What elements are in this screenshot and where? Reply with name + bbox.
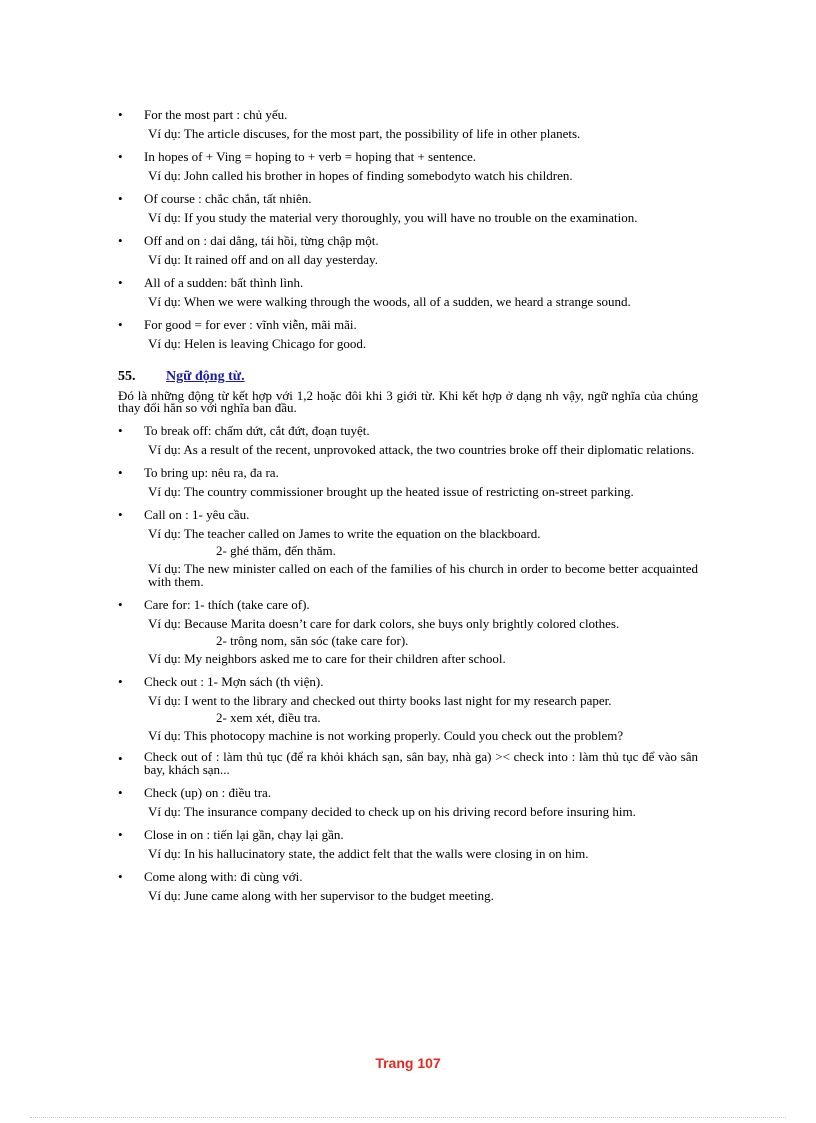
section-number: 55. <box>118 369 136 384</box>
item-term: All of a sudden: bất thình lình. <box>144 275 304 290</box>
item-term: Care for: 1- thích (take care of). <box>144 597 310 612</box>
bullet-icon: • <box>118 191 123 206</box>
item-sense: 2- ghé thăm, đến thăm. <box>216 543 336 558</box>
bullet-icon: • <box>118 507 123 522</box>
list-item <box>118 464 698 498</box>
section-title-link[interactable]: Ngữ động từ. <box>166 369 245 384</box>
item-sense: 2- trông nom, săn sóc (take care for). <box>216 633 409 648</box>
page-number: Trang 107 <box>375 1055 441 1071</box>
bullet-icon: • <box>118 275 123 290</box>
item-term: Call on : 1- yêu cầu. <box>144 507 250 522</box>
item-example: Ví dụ: In his hallucinatory state, the addict felt that the walls were closing in on him. <box>148 846 589 861</box>
item-example: Ví dụ: I went to the library and checked out thirty books last night for my research paper. <box>148 693 612 708</box>
item-example: Ví dụ: This photocopy machine is not working properly. Could you check out the problem? <box>148 728 624 743</box>
list-item <box>118 784 698 818</box>
bullet-icon: • <box>118 149 123 164</box>
section-intro: Đó là những động từ kết hợp với 1,2 hoặc đôi khi 3 giới từ. Khi kết hợp ở dạng nh vậy, ngữ nghĩa của chúng thay đổi hẳn so với nghĩa ban đầu. <box>118 388 698 415</box>
bullet-icon: • <box>118 465 123 480</box>
item-example: Ví dụ: The article discuses, for the most part, the possibility of life in other planets. <box>148 126 581 141</box>
bullet-icon: • <box>118 423 123 438</box>
item-term: To break off: chấm dứt, cắt đứt, đoạn tuyệt. <box>144 423 370 438</box>
list-item <box>118 506 698 588</box>
list-item <box>118 106 698 140</box>
bullet-icon: • <box>118 107 123 122</box>
item-example: Ví dụ: John called his brother in hopes of finding somebodyto watch his children. <box>148 168 573 183</box>
item-example: Ví dụ: When we were walking through the woods, all of a sudden, we heard a strange sound. <box>148 294 631 309</box>
item-term: In hopes of + Ving = hoping to + verb = hoping that + sentence. <box>144 149 477 164</box>
bullet-icon: • <box>118 233 123 248</box>
list-item <box>118 422 698 456</box>
page-content <box>118 106 698 902</box>
item-term: To bring up: nêu ra, đa ra. <box>144 465 279 480</box>
list-item <box>118 673 698 742</box>
item-term: Come along with: đi cùng với. <box>144 869 303 884</box>
item-term: Check (up) on : điều tra. <box>144 785 272 800</box>
bullet-icon: • <box>118 317 123 332</box>
item-example: Ví dụ: The teacher called on James to write the equation on the blackboard. <box>148 526 541 541</box>
bullet-icon: • <box>118 597 123 612</box>
item-example: Ví dụ: It rained off and on all day yesterday. <box>148 252 378 267</box>
item-term: Of course : chắc chắn, tất nhiên. <box>144 191 312 206</box>
list-item <box>118 826 698 860</box>
item-example: Ví dụ: The insurance company decided to check up on his driving record before insuring him. <box>148 804 636 819</box>
bullet-icon: • <box>118 751 123 766</box>
list-item <box>118 190 698 224</box>
item-term: For the most part : chủ yếu. <box>144 107 288 122</box>
item-sense: 2- xem xét, điều tra. <box>216 710 321 725</box>
item-example: Ví dụ: If you study the material very thoroughly, you will have no trouble on the examination. <box>148 210 638 225</box>
item-example: Ví dụ: The new minister called on each of the families of his church in order to become better acquainted with them. <box>148 561 698 589</box>
item-example: Ví dụ: June came along with her supervisor to the budget meeting. <box>148 888 494 903</box>
item-term: Check out of : làm thủ tục (để ra khỏi khách sạn, sân bay, nhà ga) >< check into : làm thủ tục để vào sân bay, khách sạn... <box>144 749 698 777</box>
section-heading <box>118 368 698 386</box>
list-item <box>118 232 698 266</box>
list-item <box>118 596 698 665</box>
item-term: Close in on : tiến lại gần, chạy lại gần. <box>144 827 344 842</box>
bullet-icon: • <box>118 869 123 884</box>
item-example: Ví dụ: My neighbors asked me to care for their children after school. <box>148 651 506 666</box>
bullet-icon: • <box>118 827 123 842</box>
item-term: Off and on : dai dẳng, tái hồi, từng chập một. <box>144 233 379 248</box>
list-item <box>118 750 698 776</box>
item-example: Ví dụ: Helen is leaving Chicago for good. <box>148 336 367 351</box>
bullet-icon: • <box>118 785 123 800</box>
list-item <box>118 316 698 350</box>
page-bottom-divider <box>30 1117 786 1118</box>
item-example: Ví dụ: The country commissioner brought up the heated issue of restricting on-street parking. <box>148 484 634 499</box>
item-example: Ví dụ: Because Marita doesn’t care for dark colors, she buys only brightly colored clothes. <box>148 616 620 631</box>
item-term: For good = for ever : vĩnh viễn, mãi mãi. <box>144 317 357 332</box>
list-item <box>118 868 698 902</box>
list-item <box>118 274 698 308</box>
bullet-icon: • <box>118 674 123 689</box>
item-term: Check out : 1- Mợn sách (th viện). <box>144 674 324 689</box>
item-example: Ví dụ: As a result of the recent, unprovoked attack, the two countries broke off their diplomatic relations. <box>148 442 695 457</box>
list-item <box>118 148 698 182</box>
